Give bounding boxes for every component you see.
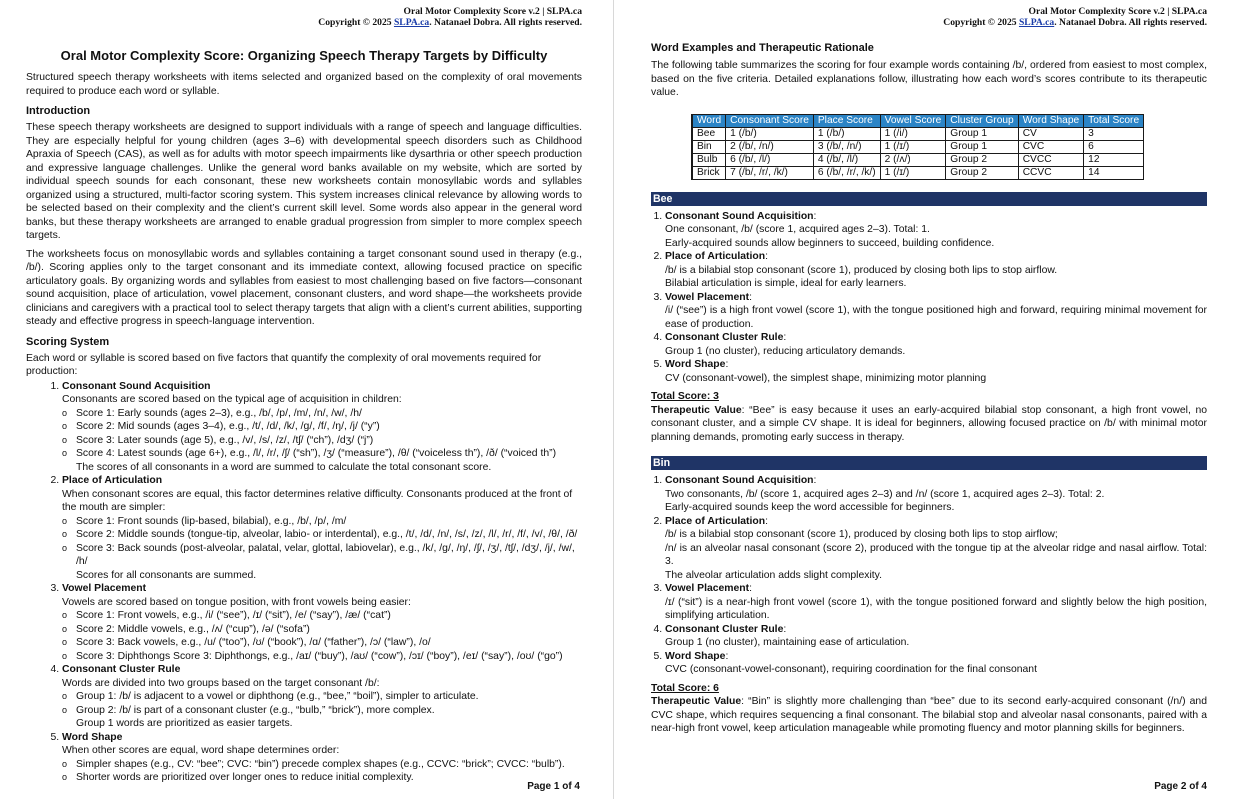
factor-item xyxy=(62,582,582,663)
table-cell: CVC xyxy=(1018,140,1083,153)
table-body xyxy=(692,127,1144,179)
table-cell: Brick xyxy=(692,166,726,179)
factor-sub-item: o Score 1: Early sounds (ages 2–3), e.g., /b/, /p/, /m/, /n/, /w/, /h/ xyxy=(76,407,582,421)
introduction-paragraph-1: These speech therapy worksheets are designed to support individuals with a range of speech and language difficulties. They are especially helpful for young children (ages 3–6) with developmental speech disorders such as Childhood Apraxia of Speech (CAS), as well as for adults with motor speech impairments like dysarthria or other speech production and expressive language challenges. Unlike the general word banks available on my website, which are sorted by individual speech sounds for each consonant, these new worksheets contain monosyllabic words and syllables organized using a structured, multi-factor scoring system. This system increases clinical relevance by allowing words to be selected based on their complexity and the client’s current skill level. Some words also appear in the general word banks, but these therapy worksheets are arranged to enable gradual progression from simpler to more complex speech targets. xyxy=(26,122,582,241)
criteria-line: One consonant, /b/ (score 1, acquired ages 2–3). Total: 1. xyxy=(665,224,930,235)
criteria-line: CVC (consonant-vowel-consonant), requiring coordination for the final consonant xyxy=(665,664,1037,675)
examples-intro: The following table summarizes the scoring for four example words containing /b/, ordered from easiest to most complex, based on the five criteria. Detailed explanations follow, illustrating how each word’s scores contribute to its therapeutic value. xyxy=(651,60,1207,98)
criteria-title: Consonant Cluster Rule xyxy=(665,332,784,343)
table-header-cell: Cluster Group xyxy=(946,114,1018,127)
factor-sub-item: o Score 2: Middle vowels, e.g., /ʌ/ (“cup”), /ə/ (“sofa”) xyxy=(76,623,582,637)
table-cell: CV xyxy=(1018,127,1083,140)
criteria-line: /ɪ/ (“sit”) is a near-high front vowel (score 1), with the tongue positioned forward and slightly below the high position, simplifying articulation. xyxy=(665,596,1207,621)
table-cell: Group 1 xyxy=(946,140,1018,153)
table-header-cell: Word Shape xyxy=(1018,114,1083,127)
criteria-line: Two consonants, /b/ (score 1, acquired ages 2–3) and /n/ (score 1, acquired ages 2–3). Total: 2. xyxy=(665,488,1105,500)
table-cell: 14 xyxy=(1084,166,1144,179)
criteria-title: Vowel Placement xyxy=(665,583,750,594)
factor-item xyxy=(62,380,582,475)
factor-sub-item: o Score 1: Front sounds (lip-based, bilabial), e.g., /b/, /p/, /m/ xyxy=(76,515,582,529)
copyright-prefix: Copyright © 2025 xyxy=(943,17,1019,28)
header-line: Oral Motor Complexity Score v.2 | SLPA.ca xyxy=(403,6,582,17)
criteria-item: 1. Consonant Sound Acquisition: Two consonants, /b/ (score 1, acquired ages 2–3) and /n/ (score 1, acquired ages 2–3). Total: 2. Early-acquired sounds keep the word accessible for beginners. xyxy=(665,474,1207,515)
criteria-item: 5. Word Shape: CV (consonant-vowel), the simplest shape, minimizing motor planning xyxy=(665,358,1207,385)
factor-note: The scores of all consonants in a word are summed to calculate the total consonant score. xyxy=(76,461,492,473)
page-header xyxy=(26,6,582,28)
table-cell: 7 (/b/, /r/, /k/) xyxy=(726,166,814,179)
factor-title: 2. Place of Articulation xyxy=(62,475,163,486)
factor-description: Vowels are scored based on tongue position, with front vowels being easier: xyxy=(62,596,411,608)
factor-sub-item: o Simpler shapes (e.g., CV: “bee”; CVC: “bin”) precede complex shapes (e.g., CCVC: “brick”; CVCC: “bulb”). xyxy=(76,758,582,772)
table-cell: 12 xyxy=(1084,153,1144,166)
factor-description: When consonant scores are equal, this factor determines relative difficulty. Consonants produced at the front of the mouth are simpler: xyxy=(62,488,573,513)
factor-title: 1. Consonant Sound Acquisition xyxy=(62,380,211,392)
criteria-item: 1. Consonant Sound Acquisition: One consonant, /b/ (score 1, acquired ages 2–3). Total: 1. Early-acquired sounds allow beginners to succeed, building confidence. xyxy=(665,210,1207,251)
criteria-line: /n/ is an alveolar nasal consonant (score 2), produced with the tongue tip at the alveolar ridge and nasal airflow. Total: 3. xyxy=(665,542,1207,567)
criteria-item: 2. Place of Articulation: /b/ is a bilabial stop consonant (score 1), produced by closing both lips to stop airflow. Bilabial articulation is simple, ideal for early learners. xyxy=(665,250,1207,291)
table-cell: 1 (/b/) xyxy=(813,127,880,140)
table-row xyxy=(692,140,1144,153)
table-cell: CVCC xyxy=(1018,153,1083,166)
table-cell: 6 (/b/, /l/) xyxy=(726,153,814,166)
copyright-prefix: Copyright © 2025 xyxy=(318,17,394,28)
criteria-title: Vowel Placement xyxy=(665,291,750,303)
table-row xyxy=(692,166,1144,179)
criteria-title: Place of Articulation xyxy=(665,515,766,527)
criteria-item: 5. Word Shape: CVC (consonant-vowel-consonant), requiring coordination for the final consonant xyxy=(665,650,1207,677)
table-row xyxy=(692,127,1144,140)
table-header-cell: Place Score xyxy=(813,114,880,127)
criteria-item: 3. Vowel Placement: /ɪ/ (“sit”) is a near-high front vowel (score 1), with the tongue positioned forward and slightly below the high position, simplifying articulation. xyxy=(665,582,1207,623)
page-gutter xyxy=(613,0,620,799)
therapeutic-value xyxy=(651,695,1207,736)
factor-title: 3. Vowel Placement xyxy=(62,583,147,594)
factor-sub-item: o Shorter words are prioritized over longer ones to reduce initial complexity. xyxy=(76,771,582,785)
document-page-1 xyxy=(0,0,613,799)
header-copyright xyxy=(26,17,582,28)
table-cell: 1 (/i/) xyxy=(880,127,946,140)
factor-list xyxy=(26,380,582,785)
word-section-bar: Bin xyxy=(651,456,1207,470)
criteria-title: Word Shape xyxy=(665,359,726,370)
table-cell: Group 2 xyxy=(946,153,1018,166)
factor-sub-list xyxy=(62,515,582,569)
word-section-bar: Bee xyxy=(651,192,1207,206)
criteria-title: Consonant Cluster Rule xyxy=(665,623,784,635)
table-header-row xyxy=(692,114,1144,127)
introduction-heading: Introduction xyxy=(26,105,91,117)
copyright-suffix: . Natanael Dobra. All rights reserved. xyxy=(429,17,582,28)
table-cell: 4 (/b/, /l/) xyxy=(813,153,880,166)
therapeutic-value xyxy=(651,404,1207,445)
scoring-heading: Scoring System xyxy=(26,335,110,348)
page-number: Page 2 of 4 xyxy=(1154,781,1207,792)
total-score: Total Score: 3 xyxy=(651,391,719,402)
factor-sub-item: o Score 2: Mid sounds (ages 3–4), e.g., /t/, /d/, /k/, /g/, /f/, /ŋ/, /j/ (“y”) xyxy=(76,420,582,434)
table-header-cell: Total Score xyxy=(1084,114,1144,127)
factor-description: Consonants are scored based on the typical age of acquisition in children: xyxy=(62,394,402,405)
table-cell: 3 (/b/, /n/) xyxy=(813,140,880,153)
factor-sub-item: o Score 4: Latest sounds (age 6+), e.g., /l/, /r/, /ʃ/ (“sh”), /ʒ/ (“measure”), /θ/ (“voiceless th”), /ð/ (“voiced th”) xyxy=(76,447,582,461)
criteria-line: Early-acquired sounds allow beginners to succeed, building confidence. xyxy=(665,237,995,249)
criteria-line: /b/ is a bilabial stop consonant (score 1), produced by closing both lips to stop airflow; xyxy=(665,529,1058,540)
slpa-link[interactable]: SLPA.ca xyxy=(1018,17,1055,28)
factor-sub-item: o Score 3: Back vowels, e.g., /u/ (“too”), /ʊ/ (“book”), /ɑ/ (“father”), /ɔ/ (“law”), /o/ xyxy=(76,636,582,650)
criteria-title: Consonant Sound Acquisition xyxy=(665,475,814,486)
therapeutic-value-label: Therapeutic Value xyxy=(651,696,742,707)
factor-sub-item: o Score 1: Front vowels, e.g., /i/ (“see”), /ɪ/ (“sit”), /e/ (“say”), /æ/ (“cat”) xyxy=(76,609,582,623)
factor-title: 5. Word Shape xyxy=(62,731,123,743)
table-cell: Bulb xyxy=(692,153,726,166)
table-row xyxy=(692,153,1144,166)
criteria-list xyxy=(651,210,1207,386)
table-cell: 2 (/ʌ/) xyxy=(880,153,946,166)
factor-sub-list xyxy=(62,407,582,461)
criteria-line: Early-acquired sounds keep the word accessible for beginners. xyxy=(665,502,955,513)
factor-item xyxy=(62,663,582,731)
factor-sub-list xyxy=(62,690,582,717)
table-cell: 6 xyxy=(1084,140,1144,153)
factor-description: Words are divided into two groups based on the target consonant /b/: xyxy=(62,677,380,689)
criteria-line: Group 1 (no cluster), maintaining ease of articulation. xyxy=(665,637,910,648)
table-cell: Bee xyxy=(692,127,726,140)
slpa-link[interactable]: SLPA.ca xyxy=(393,17,430,28)
total-score: Total Score: 6 xyxy=(651,682,719,694)
criteria-item: 2. Place of Articulation: /b/ is a bilabial stop consonant (score 1), produced by closing both lips to stop airflow; /n/ is an alveolar nasal consonant (score 2), produced with the tongue tip at the alveolar ridge and nasal airflow. Total: 3. The alveolar articulation adds slight complexity. xyxy=(665,515,1207,583)
criteria-line: The alveolar articulation adds slight complexity. xyxy=(665,569,882,581)
introduction-paragraph-2: The worksheets focus on monosyllabic words and syllables containing a target consonant sound used in therapy (e.g., /b/). Scoring applies only to the target consonant and its immediate context, allowing focused practice on specific articulatory goals. By organizing words and syllables from easiest to most challenging based on five factors—consonant sound acquisition, place of articulation, vowel placement, consonant clusters, and word shape—the worksheets provide clinicians and caregivers with a practical tool to select therapy targets that align with a client’s current abilities, supporting steady and effective progress in speech-language intervention. xyxy=(26,248,582,327)
factor-sub-item: o Group 1: /b/ is adjacent to a vowel or diphthong (e.g., “bee,” “boil”), simpler to articulate. xyxy=(76,690,582,704)
score-table xyxy=(691,114,1144,180)
criteria-item: 3. Vowel Placement: /i/ (“see”) is a high front vowel (score 1), with the tongue positioned high and forward, requiring minimal movement for ease of production. xyxy=(665,291,1207,332)
table-cell: 2 (/b/, /n/) xyxy=(726,140,814,153)
criteria-line: CV (consonant-vowel), the simplest shape, minimizing motor planning xyxy=(665,372,987,384)
therapeutic-value-text: : “Bee” is easy because it uses an early-acquired bilabial stop consonant, a high front vowel, no consonant cluster, and a simple CV shape. It is ideal for beginners, allowing focused practice on /b/ with minimal motor planning demands, promoting early success in therapy. xyxy=(651,404,1207,443)
page-title: Oral Motor Complexity Score: Organizing Speech Therapy Targets by Difficulty xyxy=(60,48,548,63)
table-cell: 6 (/b/, /r/, /k/) xyxy=(813,166,880,179)
criteria-title: Consonant Sound Acquisition xyxy=(665,210,814,222)
factor-sub-item: o Group 2: /b/ is part of a consonant cluster (e.g., “bulb,” “brick”), more complex. xyxy=(76,704,582,718)
criteria-title: Word Shape xyxy=(665,650,726,662)
examples-heading: Word Examples and Therapeutic Rationale xyxy=(651,42,874,54)
therapeutic-value-label: Therapeutic Value xyxy=(651,404,742,416)
header-copyright xyxy=(651,17,1207,28)
table-cell: 3 xyxy=(1084,127,1144,140)
factor-sub-item: o Score 3: Back sounds (post-alveolar, palatal, velar, glottal, labiovelar), e.g., /k/, /g/, /ŋ/, /ʃ/, /ʒ/, /tʃ/, /dʒ/, /j/, /w/, /h/ xyxy=(76,542,582,569)
therapeutic-value-text: : “Bin” is slightly more challenging than “bee” due to its second early-acquired consonant (/n/) and CVC shape, which requires sequencing a final consonant. The bilabial stop and alveolar nasal consonants, paired with a near-high front vowel, keep articulation manageable while promoting fluency and motor planning skills for beginners. xyxy=(651,696,1207,734)
factor-sub-list xyxy=(62,758,582,785)
table-cell: 1 (/ɪ/) xyxy=(880,166,946,179)
criteria-item: 4. Consonant Cluster Rule: Group 1 (no cluster), maintaining ease of articulation. xyxy=(665,623,1207,650)
scoring-intro: Each word or syllable is scored based on five factors that quantify the complexity of oral movements required for production: xyxy=(26,352,542,377)
factor-sub-list xyxy=(62,609,582,663)
page-number: Page 1 of 4 xyxy=(527,781,580,792)
score-table-wrapper xyxy=(691,114,1207,180)
criteria-line: /i/ (“see”) is a high front vowel (score 1), with the tongue positioned high and forward, requiring minimal movement for ease of production. xyxy=(665,305,1207,330)
header-line: Oral Motor Complexity Score v.2 | SLPA.ca xyxy=(1028,6,1207,17)
table-header-cell: Vowel Score xyxy=(880,114,946,127)
page-header xyxy=(651,6,1207,28)
criteria-line: Group 1 (no cluster), reducing articulatory demands. xyxy=(665,345,906,357)
criteria-item: 4. Consonant Cluster Rule: Group 1 (no cluster), reducing articulatory demands. xyxy=(665,331,1207,358)
table-cell: 1 (/ɪ/) xyxy=(880,140,946,153)
word-section xyxy=(651,456,1207,736)
criteria-line: /b/ is a bilabial stop consonant (score 1), produced by closing both lips to stop airflow. xyxy=(665,264,1058,276)
criteria-line: Bilabial articulation is simple, ideal for early learners. xyxy=(665,278,907,289)
factor-sub-item: o Score 3: Later sounds (age 5), e.g., /v/, /s/, /z/, /tʃ/ (“ch”), /dʒ/ (“j”) xyxy=(76,434,582,448)
table-header-cell: Word xyxy=(692,114,726,127)
table-cell: 1 (/b/) xyxy=(726,127,814,140)
criteria-title: Place of Articulation xyxy=(665,251,766,262)
table-header-cell: Consonant Score xyxy=(726,114,814,127)
table-cell: Group 1 xyxy=(946,127,1018,140)
factor-sub-item: o Score 3: Diphthongs Score 3: Diphthongs, e.g., /aɪ/ (“buy”), /aʊ/ (“cow”), /ɔɪ/ (“boy”), /eɪ/ (“say”), /oʊ/ (“go”) xyxy=(76,650,582,664)
criteria-list xyxy=(651,474,1207,677)
factor-item xyxy=(62,731,582,785)
word-sections xyxy=(651,192,1207,736)
factor-title: 4. Consonant Cluster Rule xyxy=(62,664,181,675)
word-section xyxy=(651,192,1207,445)
table-cell: Bin xyxy=(692,140,726,153)
factor-item xyxy=(62,474,582,582)
copyright-suffix: . Natanael Dobra. All rights reserved. xyxy=(1054,17,1207,28)
factor-sub-item: o Score 2: Middle sounds (tongue-tip, alveolar, labio- or interdental), e.g., /t/, /d/, /n/, /s/, /z/, /l/, /r/, /f/, /v/, /θ/, /ð/ xyxy=(76,528,582,542)
table-cell: CCVC xyxy=(1018,166,1083,179)
intro-paragraph: Structured speech therapy worksheets with items selected and organized based on the complexity of oral movements required to produce each word or syllable. xyxy=(26,72,582,97)
document-page-2 xyxy=(620,0,1237,799)
factor-description: When other scores are equal, word shape determines order: xyxy=(62,745,340,756)
factor-note: Group 1 words are prioritized as easier targets. xyxy=(76,718,293,729)
table-cell: Group 2 xyxy=(946,166,1018,179)
factor-note: Scores for all consonants are summed. xyxy=(76,569,257,581)
